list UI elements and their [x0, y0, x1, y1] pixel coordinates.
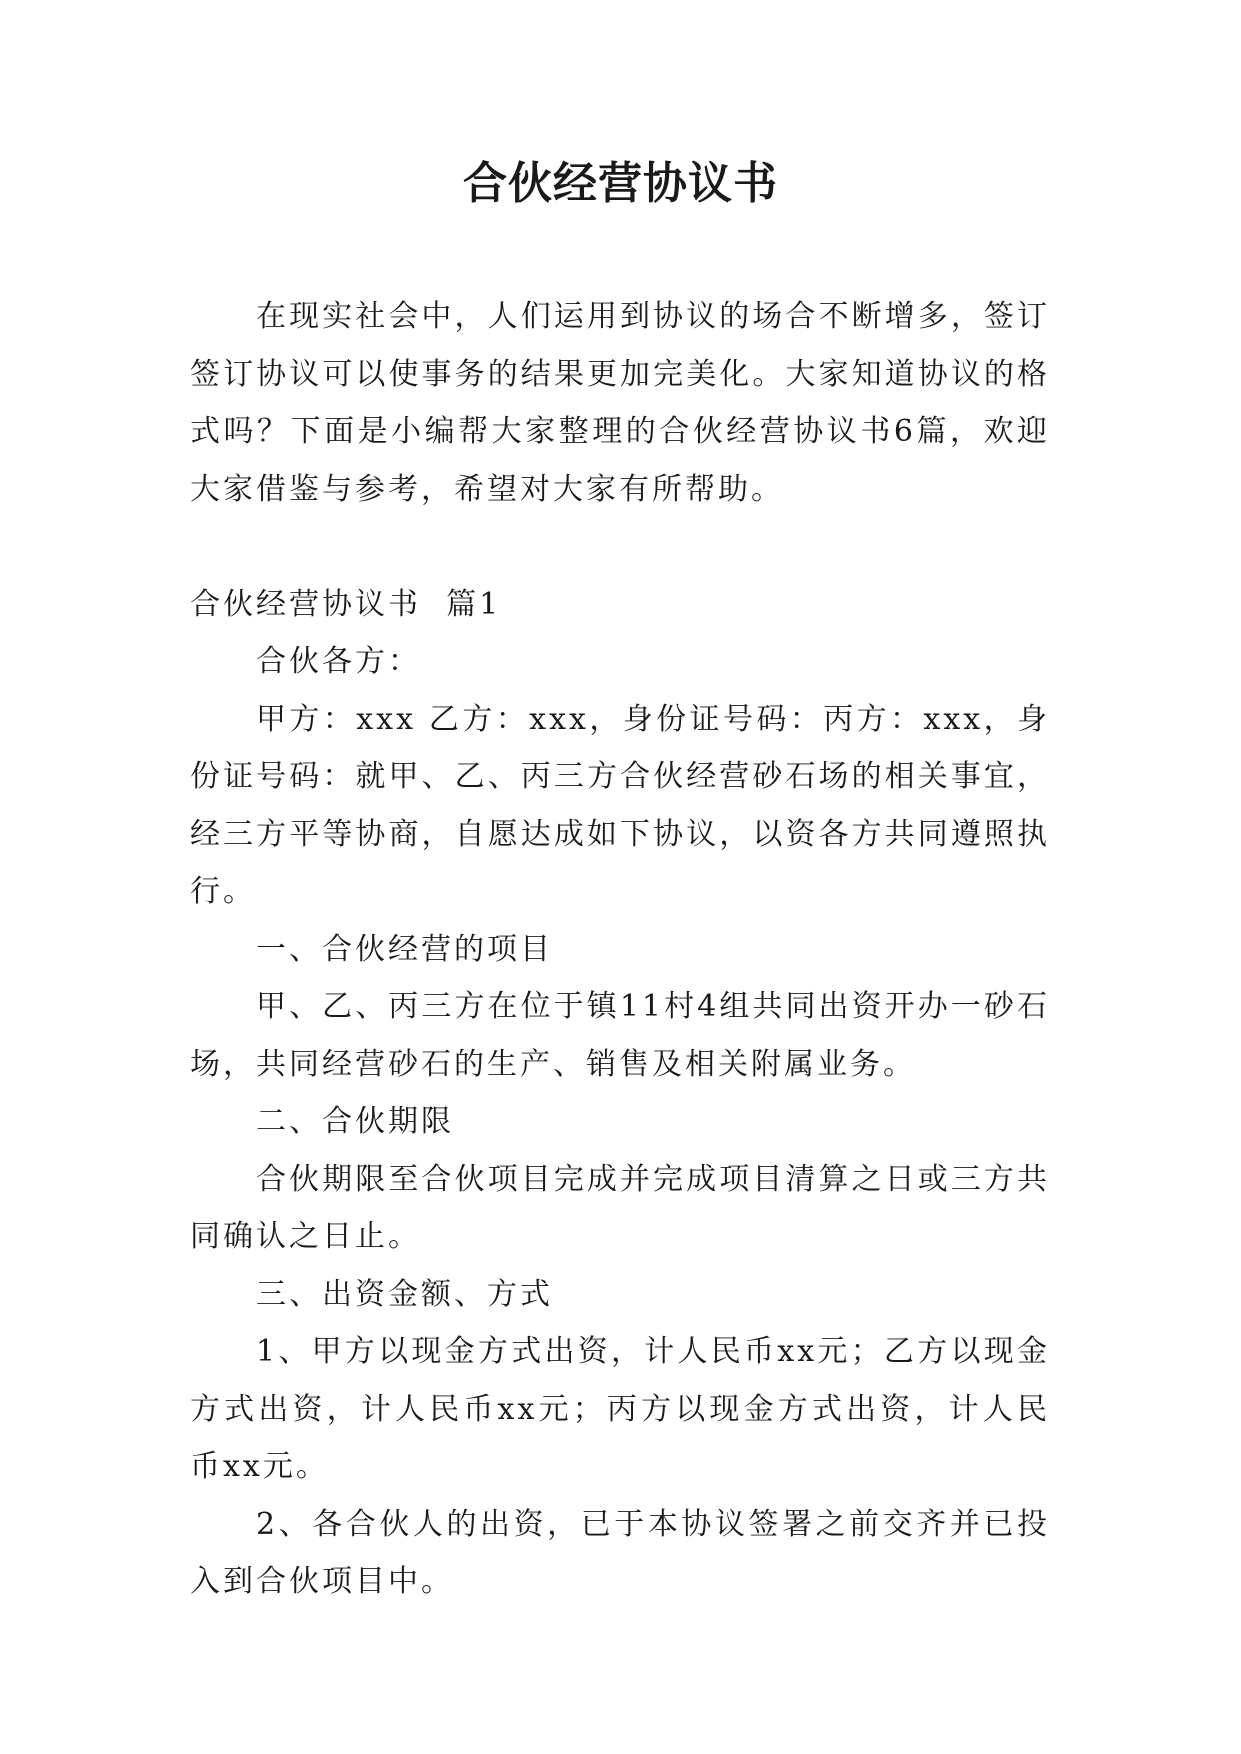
section-heading: 合伙经营协议书 篇1	[190, 586, 502, 622]
paragraph-parties: 甲方：xxx 乙方：xxx，身份证号码：丙方：xxx，身份证号码：就甲、乙、丙三方合伙经营砂石场的相关事宜，经三方平等协商，自愿达成如下协议，以资各方共同遵照执行。	[190, 701, 1050, 909]
paragraph-capital-1: 1、甲方以现金方式出资，计人民币xx元；乙方以现金方式出资，计人民币xx元；丙方以现金方式出资，计人民币xx元。	[190, 1334, 1050, 1484]
document-body	[190, 288, 1050, 1611]
paragraph-term: 合伙期限至合伙项目完成并完成项目清算之日或三方共同确认之日止。	[190, 1161, 1050, 1254]
paragraph-parties-heading: 合伙各方：	[256, 644, 421, 679]
paragraph-project: 甲、乙、丙三方在位于镇11村4组共同出资开办一砂石场，共同经营砂石的生产、销售及相关附属业务。	[190, 989, 1050, 1082]
paragraph-capital-2: 2、各合伙人的出资，已于本协议签署之前交齐并已投入到合伙项目中。	[190, 1506, 1050, 1599]
clause-heading-capital: 三、出资金额、方式	[256, 1276, 553, 1312]
clause-heading-term: 二、合伙期限	[256, 1104, 454, 1139]
document-title: 合伙经营协议书	[463, 158, 778, 209]
clause-heading-project: 一、合伙经营的项目	[256, 931, 553, 967]
intro-paragraph: 在现实社会中，人们运用到协议的场合不断增多，签订签订协议可以使事务的结果更加完美化。大家知道协议的格式吗？下面是小编帮大家整理的合伙经营协议书6篇，欢迎大家借鉴与参考，希望对大家有所帮助。	[190, 299, 1050, 507]
